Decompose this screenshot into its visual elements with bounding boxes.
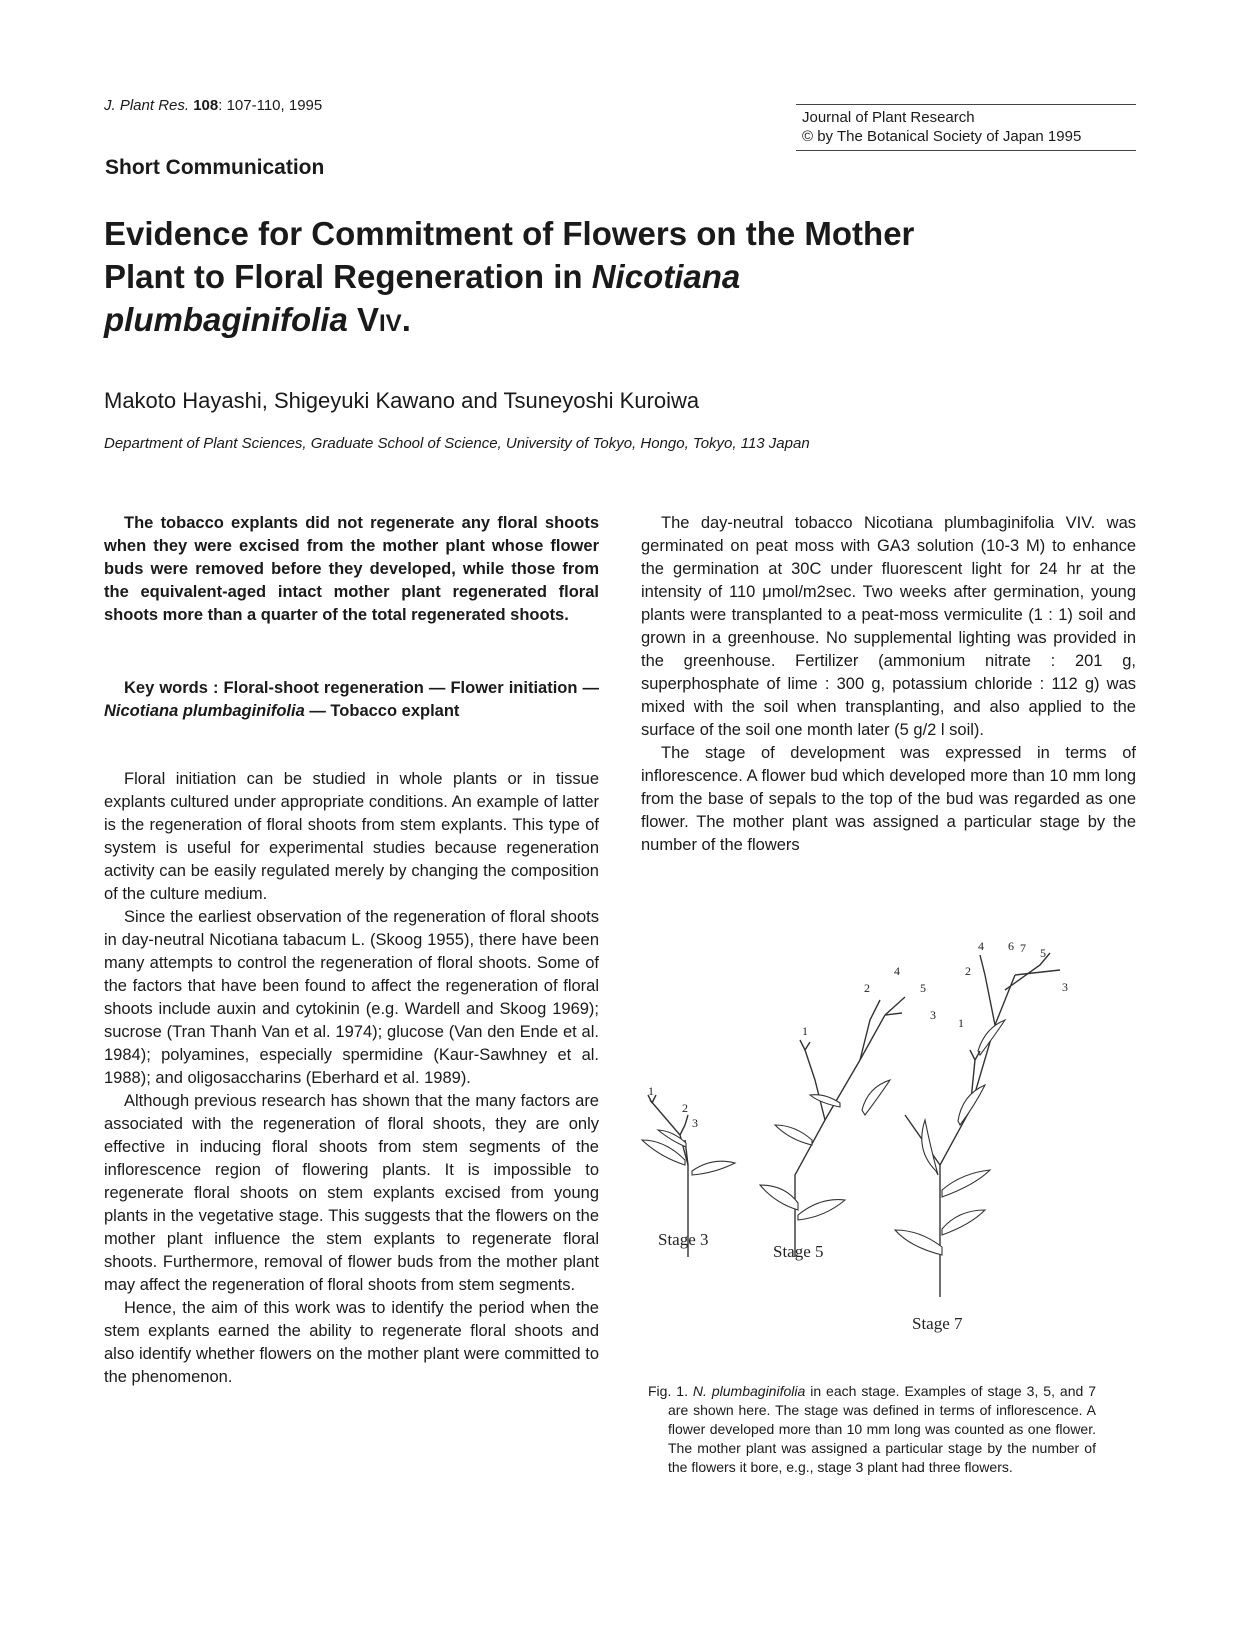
copyright: © by The Botanical Society of Japan 1995 bbox=[802, 128, 1082, 145]
stage7-num: 4 bbox=[978, 939, 984, 953]
volume: 108 bbox=[193, 97, 219, 114]
stage7-num: 1 bbox=[958, 1016, 964, 1030]
caption-text: in each stage. Examples of stage 3, 5, and 7 are shown here. The stage was defined in terms of inflorescence. A flower developed more than 10 mm long was counted as one flower. The mother plant was assigned a particular stage by the number of the flowers it bore, e.g., stage 3 plant had three flowers. bbox=[668, 1383, 1096, 1475]
stage5-num: 3 bbox=[930, 1008, 936, 1022]
paragraph: The day-neutral tobacco Nicotiana plumbaginifolia VIV. was germinated on peat moss with GA3 solution (10-3 M) to enhance the germination at 30C under fluorescent light for 24 hr at the intensity of 110 μmol/m2sec. Two weeks after germination, young plants were transplanted to a peat-moss vermiculite (1 : 1) soil and grown in a greenhouse. No supplemental lighting was provided in the greenhouse. Fertilizer (ammonium nitrate : 201 g, superphosphate of lime : 300 g, potassium chloride : 112 g) was mixed with the soil when transplanting, and also applied to the surface of the soil one month later (5 g/2 l soil). bbox=[641, 514, 1136, 739]
stage7-num: 6 bbox=[1008, 939, 1014, 953]
plant-drawing bbox=[640, 935, 1130, 1335]
stage5-num: 5 bbox=[920, 981, 926, 995]
keywords-label: Key words : bbox=[124, 679, 219, 697]
title-line-2 bbox=[104, 255, 984, 298]
keywords-part-1: Floral-shoot regeneration — Flower initiation — bbox=[218, 679, 599, 697]
keywords-part-3: — Tobacco explant bbox=[304, 702, 460, 720]
article-title bbox=[104, 212, 984, 345]
stage5-plant bbox=[760, 964, 936, 1261]
stage7-num: 7 bbox=[1020, 941, 1026, 955]
stage3-label: Stage 3 bbox=[658, 1230, 709, 1249]
stage7-num: 3 bbox=[1062, 980, 1068, 994]
title-line-3 bbox=[104, 298, 984, 345]
figure-caption bbox=[648, 1382, 1096, 1477]
abstract-text: The tobacco explants did not regenerate any floral shoots when they were excised from the mother plant whose flower buds were removed before they developed, while those from the equivalent-aged intact mother plant regenerated floral shoots more than a quarter of the total regenerated shoots. bbox=[104, 514, 599, 624]
title-line-1: Evidence for Commitment of Flowers on the Mother bbox=[104, 215, 915, 252]
stage3-plant bbox=[642, 1084, 735, 1257]
stage7-plant bbox=[895, 939, 1068, 1333]
paragraph: The stage of development was expressed in terms of inflorescence. A flower bud which developed more than 10 mm long from the base of sepals to the top of the bud was regarded as one flower. The mother plant was assigned a particular stage by the number of the flowers bbox=[641, 744, 1136, 854]
title-line-2-text: Plant to Floral Regeneration in bbox=[104, 258, 592, 295]
citation bbox=[104, 97, 322, 114]
paragraph: Although previous research has shown that the many factors are associated with the regeneration of floral shoots, they are only effective in inducing floral shoots from stem segments of the inflorescence region of flowering plants. It is impossible to regenerate floral shoots on stem explants excised from young plants in the vegetative stage. This suggests that the flowers on the mother plant influence the stem explants to regenerate floral shoots. Furthermore, removal of flower buds from the mother plant may affect the regeneration of floral shoots from stem segments. bbox=[104, 1092, 599, 1294]
stage5-num: 4 bbox=[894, 964, 900, 978]
stage5-label: Stage 5 bbox=[773, 1242, 824, 1261]
stage3-num: 3 bbox=[692, 1116, 698, 1130]
affiliation: Department of Plant Sciences, Graduate School of Science, University of Tokyo, Hongo, Tokyo, 113 Japan bbox=[104, 435, 810, 452]
journal-abbrev: J. Plant Res. bbox=[104, 97, 190, 114]
paragraph: Hence, the aim of this work was to identify the period when the stem explants earned the ability to regenerate floral shoots and also identify whether flowers on the mother plant were committed to the phenomenon. bbox=[104, 1299, 599, 1386]
title-species: plumbaginifolia bbox=[104, 301, 348, 338]
body-right-column bbox=[641, 512, 1136, 857]
stage5-num: 2 bbox=[864, 981, 870, 995]
caption-species: N. plumbaginifolia bbox=[692, 1383, 806, 1399]
stage5-num: 1 bbox=[802, 1024, 808, 1038]
section-label: Short Communication bbox=[105, 156, 325, 179]
stage7-num: 2 bbox=[965, 964, 971, 978]
body-left-column bbox=[104, 768, 599, 1389]
title-period: . bbox=[401, 301, 411, 338]
journal-name: Journal of Plant Research bbox=[802, 109, 975, 126]
stage7-label: Stage 7 bbox=[912, 1314, 963, 1333]
stage3-num: 2 bbox=[682, 1101, 688, 1115]
title-genus: Nicotiana bbox=[591, 258, 741, 295]
stage7-num: 5 bbox=[1040, 946, 1046, 960]
paragraph: Floral initiation can be studied in whole plants or in tissue explants cultured under appropriate conditions. An example of latter is the regeneration of floral shoots from stem explants. This type of system is useful for experimental studies because regeneration activity can be easily regulated merely by changing the composition of the culture medium. bbox=[104, 770, 599, 903]
title-variety-v: V bbox=[347, 301, 380, 338]
figure-1 bbox=[640, 935, 1130, 1335]
abstract bbox=[104, 512, 599, 627]
stage3-num: 1 bbox=[648, 1084, 654, 1098]
caption-number: Fig. 1. bbox=[648, 1383, 688, 1399]
pages-year: : 107-110, 1995 bbox=[218, 97, 323, 114]
keywords-species: Nicotiana plumbaginifolia bbox=[104, 702, 305, 720]
authors: Makoto Hayashi, Shigeyuki Kawano and Tsuneyoshi Kuroiwa bbox=[104, 388, 700, 413]
keywords-line bbox=[104, 677, 599, 723]
keywords bbox=[104, 677, 599, 723]
journal-box bbox=[796, 104, 1136, 151]
title-variety-iv: IV bbox=[379, 310, 402, 337]
paragraph: Since the earliest observation of the regeneration of floral shoots in day-neutral Nicotiana tabacum L. (Skoog 1955), there have been many attempts to control the regeneration of floral shoots. Some of the factors that have been found to affect the regeneration of floral shoots include auxin and cytokinin (e.g. Wardell and Skoog 1969); sucrose (Tran Thanh Van et al. 1974); glucose (Van den Ende et al. 1984); polyamines, especially spermidine (Kaur-Sawhney et al. 1988); and oligosaccharins (Eberhard et al. 1989). bbox=[104, 908, 599, 1087]
